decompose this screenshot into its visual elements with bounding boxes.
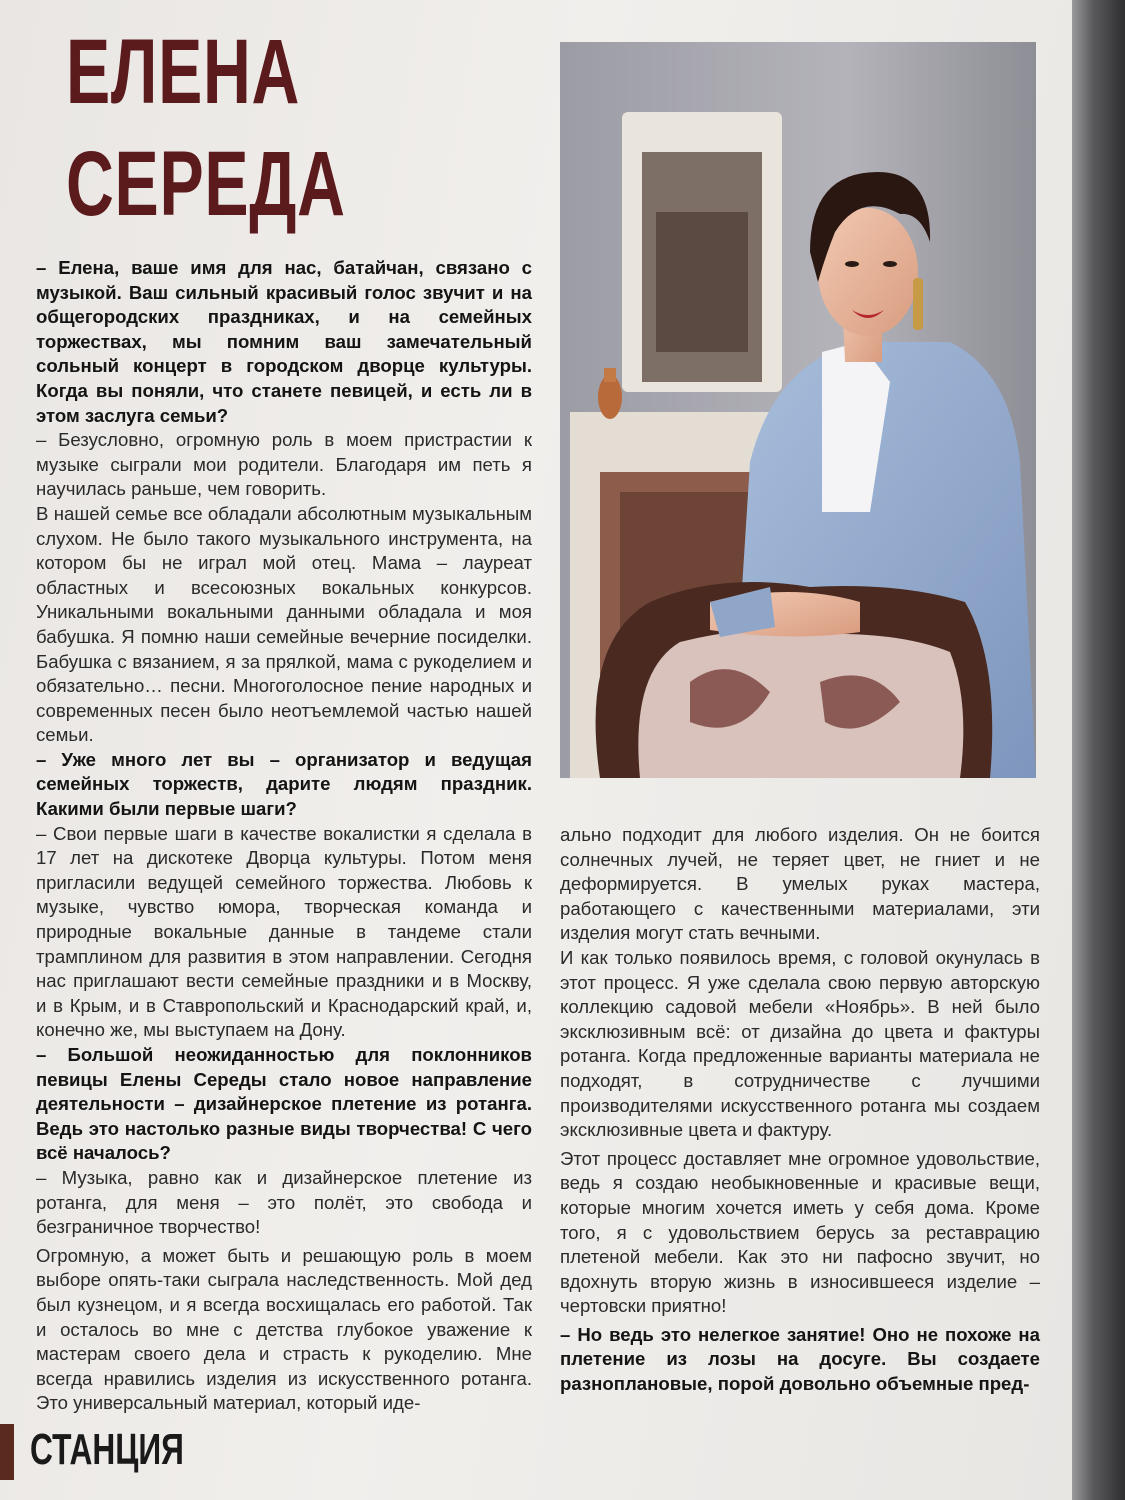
- portrait-illustration: [560, 42, 1036, 778]
- article-left-column: [36, 256, 532, 1416]
- footer-accent-bar: [0, 1424, 14, 1480]
- interview-question: – Но ведь это нелегкое занятие! Оно не похоже на плетение из лозы на досуге. Вы создаете разноплановые, порой довольно объемные пред-: [560, 1323, 1040, 1395]
- interview-answer: – Музыка, равно как и дизайнерское плетение из ротанга, для меня – это полёт, это свобода и безграничное творчество!: [36, 1166, 532, 1238]
- interview-answer: – Безусловно, огромную роль в моем пристрастии к музыке сыграли мои родители. Благодаря им петь я научилась раньше, чем говорить.: [36, 429, 532, 500]
- interview-answer: В нашей семье все обладали абсолютным музыкальным слухом. Не было такого музыкального инструмента, на котором бы не играл мой отец. Мама – лауреат областных и всесоюзных вокальных конкурсов. Уникальными вокальными данными обладала и моя бабушка. Я помню наши семейные вечерние посиделки. Бабушка с вязанием, я за прялкой, мама с рукоделием и обязательно… песни. Многоголосное пение народных и современных песен было неотъемлемой частью нашей семьи.: [36, 502, 532, 746]
- interview-answer: Огромную, а может быть и решающую роль в моем выборе опять-таки сыграла наследственность. Мой дед был кузнецом, и я всегда восхищалась его работой. Так и осталось во мне с детства глубокое уважение к мастерам своего дела и страсть к рукоделию. Мне всегда нравились изделия из искусственного ротанга. Это универсальный материал, который иде-: [36, 1244, 532, 1414]
- interview-answer: Этот процесс доставляет мне огромное удовольствие, ведь я создаю необыкновенные и красивые вещи, которые многим хочется иметь у себя дома. Кроме того, я с удовольствием берусь за реставрацию плетеной мебели. Как это ни пафосно звучит, но вдохнуть вторую жизнь в износившееся изделие – чертовски приятно!: [560, 1147, 1040, 1317]
- page-edge-shadow: [1072, 0, 1125, 1500]
- headline-last-name: СЕРЕДА: [66, 133, 346, 235]
- headline-first-name: ЕЛЕНА: [66, 21, 301, 123]
- portrait-photo: [560, 42, 1036, 778]
- interview-question: – Уже много лет вы – организатор и ведущая семейных торжеств, дарите людям праздник. Какими были первые шаги?: [36, 748, 532, 820]
- interview-answer: И как только появилось время, с головой окунулась в этот процесс. Я уже сделала свою первую авторскую коллекцию садовой мебели «Ноябрь». В ней было эксклюзивным всё: от дизайна до цвета и фактуры ротанга. Когда предложенные варианты материала не подходят, в сотрудничестве с лучшими производителями искусственного ротанга мы создаем эксклюзивные цвета и фактуру.: [560, 946, 1040, 1141]
- magazine-section-label: СТАНЦИЯ: [30, 1425, 184, 1474]
- interview-answer: ально подходит для любого изделия. Он не боится солнечных лучей, не теряет цвет, не гниет и не деформируется. В умелых руках мастера, работающего с качественными материалами, эти изделия могут стать вечными.: [560, 824, 1040, 944]
- article-right-column: [560, 823, 1040, 1397]
- interview-question: – Большой неожиданностью для поклонников певицы Елены Середы стало новое направление деятельности – дизайнерское плетение из ротанга. Ведь это настолько разные виды творчества! С чего всё началось?: [36, 1044, 532, 1164]
- interview-question: – Елена, ваше имя для нас, батайчан, связано с музыкой. Ваш сильный красивый голос звучит и на общегородских праздниках, и на семейных торжествах, мы помним ваш замечательный сольный концерт в городском дворце культуры. Когда вы поняли, что станете певицей, и есть ли в этом заслуга семьи?: [36, 257, 532, 426]
- interview-answer: – Свои первые шаги в качестве вокалистки я сделала в 17 лет на дискотеке Дворца культуры. Потом меня пригласили ведущей семейного торжества. Любовь к музыке, чувство юмора, творческая команда и природные вокальные данные в тандеме стали трамплином для развития в этом направлении. Сегодня нас приглашают вести семейные праздники и в Москву, и в Крым, и в Ставропольский и Краснодарский край, и, конечно же, мы выступаем на Дону.: [36, 822, 532, 1041]
